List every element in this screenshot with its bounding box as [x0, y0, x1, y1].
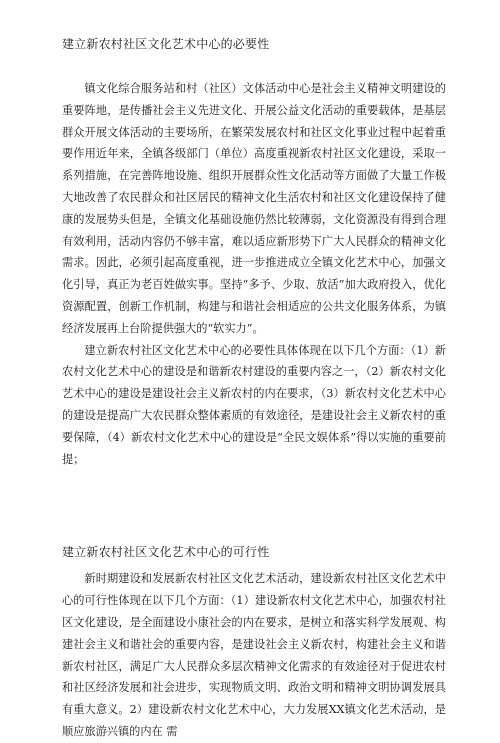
paragraph-necessity-intro: 镇文化综合服务站和村（社区）文体活动中心是社会主义精神文明建设的重要阵地，是传播社会主义先进文化、开展公益文化活动的重要载体，是基层群众开展文体活动的主要场所，在繁荣发展农村和社区文化事业过程中起着重要作用近年来，全镇各级部门（单位）高度重视新农村社区文化建设，采取一系列措施，在完善阵地设施、组织开展群众性文化活动等方面做了大量工作极大地改善了农民群众和社区居民的精神文化生活农村和社区文化建设保持了健康的发展势头但是，全镇文化基础设施仍然比较薄弱，文化资源没有得到合理有效利用，活动内容仍不够丰富，难以适应新形势下广大人民群众的精神文化需求。因此，必须引起高度重视，进一步推进成立全镇文化艺术中心，加强文化引导，真正为老百姓做实事。坚持“多予、少取、放活”加大政府投入，优化资源配置，创新工作机制，构建与和谐社会相适应的公共文化服务体系，为镇经济发展再上台阶提供强大的“软实力”。 [62, 82, 446, 335]
paragraph-feasibility: 新时期建设和发展新农村社区文化艺术活动，建设新农村社区文化艺术中心的可行性体现在以下几个方面：（1）建设新农村文化艺术中心，加强农村社区文化建设，是全面建设小康社会的内在要求，是树立和落实科学发展观、构建社会主义和谐社会的重要内容，是建设社会主义新农村，构建社会主义和谐新农村社区，满足广大人民群众多层次精神文化需求的有效途径对于促进农村和社区经济发展和社会进步，实现物质文明、政治文明和精神文明协调发展具有重大意义。2）建设新农村文化艺术中心，大力发展XX镇文化艺术活动，是顺应旅游兴镇的内在 需 [62, 572, 446, 738]
section-heading-feasibility: 建立新农村社区文化艺术中心的可行性 [62, 545, 270, 560]
section-heading-necessity: 建立新农村社区文化艺术中心的必要性 [62, 37, 270, 51]
paragraph-necessity-details: 建立新农村社区文化艺术中心的必要性具体体现在以下几个方面：（1）新农村文化艺术中心的建设是和谐新农村建设的重要内容之一，（2）新农村文化艺术中心的建设是建设社会主义新农村的内在要求，（3）新农村文化艺术中心的建设是提高广大农民群众整体素质的有效途径，是建设社会主义新农村的重要保障，（4）新农村文化艺术中心的建设是“全民文娱体系”得以实施的重要前提； [62, 343, 446, 466]
